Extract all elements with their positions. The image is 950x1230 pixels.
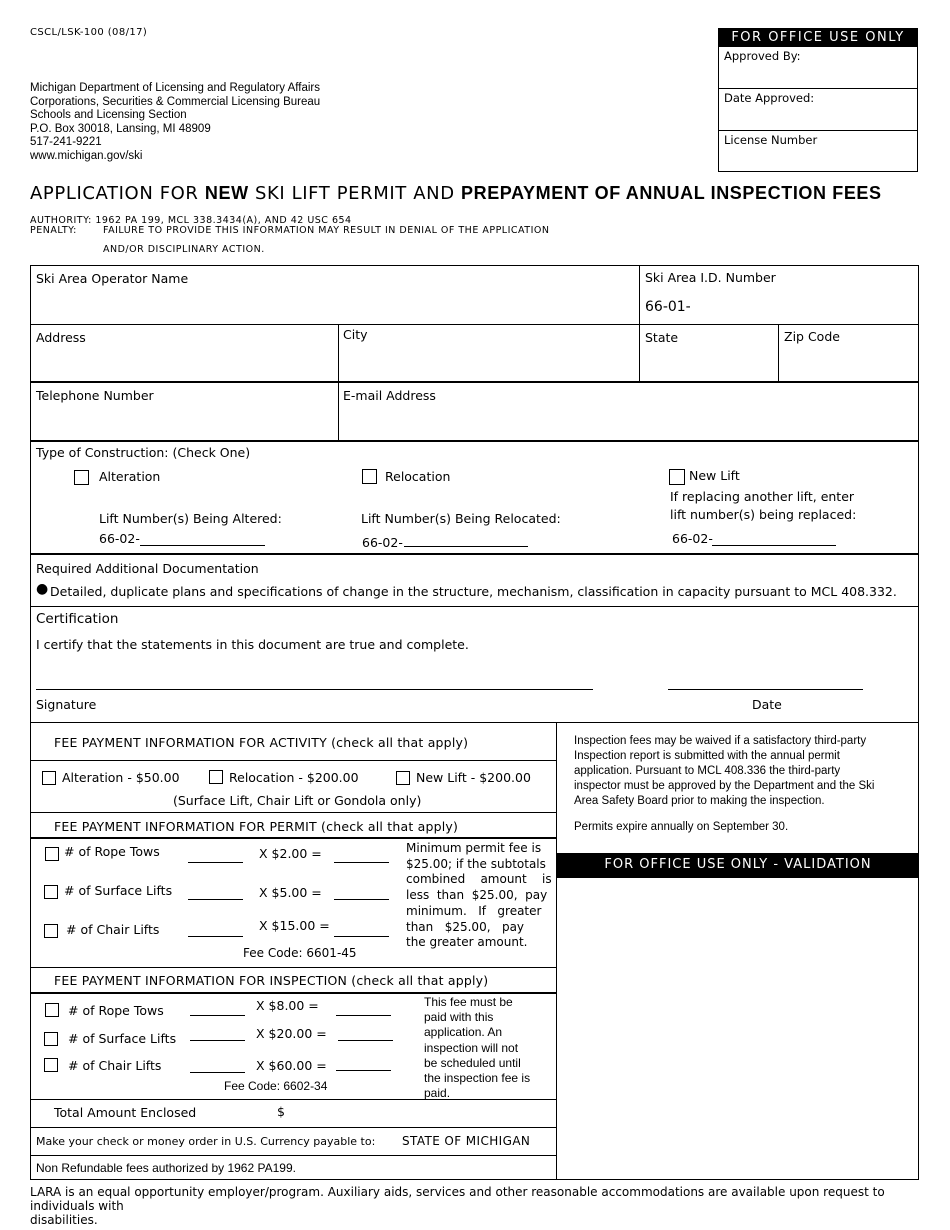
permit-rope-tows-subtotal[interactable] — [334, 862, 389, 863]
permit-surface-lifts-label: # of Surface Lifts — [64, 883, 173, 898]
new-lift-checkbox[interactable] — [669, 469, 685, 485]
permit-chair-lifts-rate: X $15.00 = — [259, 918, 330, 933]
inspection-chair-lifts-qty[interactable] — [190, 1072, 245, 1073]
agency-line: 517-241-9221 — [30, 136, 102, 148]
title-part: NEW — [204, 183, 249, 203]
inspection-chair-lifts-rate: X $60.00 = — [256, 1058, 327, 1073]
address-field[interactable]: Address — [36, 330, 86, 345]
certification-statement: I certify that the statements in this document are true and complete. — [36, 637, 469, 652]
license-number-field[interactable] — [719, 131, 917, 172]
altered-lift-label: Lift Number(s) Being Altered: — [99, 511, 282, 526]
note-line: combined amount is — [406, 872, 552, 887]
alteration-label: Alteration — [99, 469, 161, 484]
agency-line: Corporations, Securities & Commercial Licensing Bureau — [30, 95, 321, 108]
new-lift-note: If replacing another lift, enter — [670, 489, 855, 504]
inspection-fee-note — [424, 995, 552, 1101]
telephone-field[interactable]: Telephone Number — [36, 388, 154, 403]
total-label: Total Amount Enclosed — [54, 1105, 197, 1120]
new-lift-note: lift number(s) being replaced: — [670, 507, 857, 522]
certification-title: Certification — [36, 611, 119, 627]
authority-text: AUTHORITY: 1962 PA 199, MCL 338.3434(A), AND 42 USC 654 — [30, 215, 352, 226]
permit-rope-tows-checkbox[interactable] — [45, 847, 59, 861]
inspection-surface-lifts-checkbox[interactable] — [44, 1032, 58, 1046]
fee-relocation-checkbox[interactable] — [209, 770, 223, 784]
permit-fee-code: Fee Code: 6601-45 — [243, 946, 357, 960]
note-line: minimum. If greater — [406, 903, 542, 918]
inspection-rope-tows-subtotal[interactable] — [336, 1015, 391, 1016]
altered-prefix: 66-02- — [99, 531, 140, 546]
inspection-surface-lifts-label: # of Surface Lifts — [68, 1031, 177, 1046]
note-line: be scheduled until — [424, 1055, 521, 1070]
agency-line: Michigan Department of Licensing and Regulatory Affairs — [30, 82, 321, 94]
penalty-text: FAILURE TO PROVIDE THIS INFORMATION MAY RESULT IN DENIAL OF THE APPLICATION — [103, 225, 550, 236]
office-use-box — [718, 28, 918, 172]
note-line: application. Pursuant to MCL 408.336 the third-party — [574, 765, 841, 777]
permits-expire-note: Permits expire annually on September 30. — [574, 821, 789, 833]
signature-input[interactable] — [36, 689, 593, 690]
footer-line: LARA is an equal opportunity employer/program. Auxiliary aids, services and other reasonable accommodations are available upon request to individuals with — [30, 1185, 885, 1213]
ski-area-id-field[interactable]: 66-01- — [645, 299, 691, 315]
inspection-chair-lifts-subtotal[interactable] — [336, 1070, 391, 1071]
page-title — [30, 183, 882, 204]
note-line: inspection will not — [424, 1040, 519, 1055]
inspection-chair-lifts-checkbox[interactable] — [44, 1058, 58, 1072]
inspection-surface-lifts-qty[interactable] — [190, 1040, 245, 1041]
note-line: less than $25.00, pay — [406, 888, 548, 903]
inspection-rope-tows-checkbox[interactable] — [45, 1003, 59, 1017]
bullet-icon: ● — [36, 581, 49, 597]
title-part: SKI LIFT PERMIT AND — [248, 183, 461, 204]
replaced-prefix: 66-02- — [672, 531, 713, 546]
footer-note — [30, 1185, 920, 1227]
inspection-rope-tows-rate: X $8.00 = — [256, 998, 319, 1013]
fee-alteration-label: Alteration - $50.00 — [62, 770, 180, 785]
date-approved-label: Date Approved: — [724, 91, 815, 105]
validation-header: FOR OFFICE USE ONLY - VALIDATION — [557, 853, 919, 878]
note-line: Minimum permit fee is — [406, 841, 542, 855]
altered-lift-input[interactable] — [140, 545, 265, 546]
fee-relocation-label: Relocation - $200.00 — [229, 770, 359, 785]
city-field[interactable]: City — [343, 327, 368, 342]
relocation-checkbox[interactable] — [362, 469, 377, 484]
operator-name-field[interactable]: Ski Area Operator Name — [36, 271, 189, 286]
note-line: Area Safety Board prior to making the inspection. — [574, 795, 825, 807]
relocated-lift-label: Lift Number(s) Being Relocated: — [361, 511, 561, 526]
fee-activity-title: FEE PAYMENT INFORMATION FOR ACTIVITY (check all that apply) — [54, 735, 469, 750]
documentation-title: Required Additional Documentation — [36, 561, 259, 576]
footer-line: disabilities. — [30, 1213, 98, 1227]
title-part: APPLICATION FOR — [30, 183, 205, 204]
note-line: Inspection fees may be waived if a satisfactory third-party — [574, 735, 867, 747]
inspection-fee-code: Fee Code: 6602-34 — [224, 1079, 328, 1093]
office-use-header: FOR OFFICE USE ONLY — [719, 29, 917, 47]
agency-line: Schools and Licensing Section — [30, 109, 187, 121]
inspection-surface-lifts-subtotal[interactable] — [338, 1040, 393, 1041]
agency-line: www.michigan.gov/ski — [30, 149, 143, 162]
title-part: PREPAYMENT OF ANNUAL INSPECTION FEES — [460, 183, 882, 203]
fee-inspection-title: FEE PAYMENT INFORMATION FOR INSPECTION (check all that apply) — [54, 973, 489, 988]
inspection-rope-tows-qty[interactable] — [190, 1015, 245, 1016]
approved-by-field[interactable] — [719, 47, 917, 89]
non-refundable-note: Non Refundable fees authorized by 1962 PA199. — [36, 1161, 296, 1175]
documentation-text: Detailed, duplicate plans and specifications of change in the structure, mechanism, classification in capacity pursuant to MCL 408.332. — [50, 584, 897, 599]
permit-chair-lifts-qty[interactable] — [188, 936, 243, 937]
permit-chair-lifts-subtotal[interactable] — [334, 936, 389, 937]
fee-activity-note: (Surface Lift, Chair Lift or Gondola only) — [173, 793, 422, 808]
email-field[interactable]: E-mail Address — [343, 388, 436, 403]
alteration-checkbox[interactable] — [74, 470, 89, 485]
construction-title: Type of Construction: (Check One) — [36, 445, 251, 460]
agency-line: P.O. Box 30018, Lansing, MI 48909 — [30, 122, 211, 135]
date-approved-field[interactable] — [719, 89, 917, 131]
validation-area — [557, 878, 918, 1179]
permit-rope-tows-qty[interactable] — [188, 862, 243, 863]
permit-chair-lifts-checkbox[interactable] — [44, 924, 58, 938]
note-line: paid. — [424, 1086, 451, 1101]
form-id: CSCL/LSK-100 (08/17) — [30, 27, 148, 38]
permit-rope-tows-rate: X $2.00 = — [259, 846, 322, 861]
state-field[interactable]: State — [645, 330, 679, 345]
ski-area-id-label: Ski Area I.D. Number — [645, 270, 776, 285]
total-amount-field[interactable]: $ — [277, 1104, 285, 1119]
permit-rope-tows-label: # of Rope Tows — [64, 844, 160, 859]
note-line: $25.00; if the subtotals — [406, 856, 546, 871]
note-line: the greater amount. — [406, 935, 528, 950]
note-line: This fee must be — [424, 995, 513, 1009]
signature-label: Signature — [36, 697, 97, 712]
note-line: Inspection report is submitted with the annual permit — [574, 750, 840, 762]
inspection-rope-tows-label: # of Rope Tows — [68, 1003, 164, 1018]
relocated-prefix: 66-02- — [362, 535, 403, 550]
note-line: than $25.00, pay — [406, 919, 525, 934]
permit-surface-lifts-checkbox[interactable] — [44, 885, 58, 899]
note-line: application. An — [424, 1025, 503, 1040]
permit-minimum-note — [406, 841, 552, 951]
fee-permit-title: FEE PAYMENT INFORMATION FOR PERMIT (check all that apply) — [54, 819, 459, 834]
inspection-surface-lifts-rate: X $20.00 = — [256, 1026, 327, 1041]
note-line: the inspection fee is — [424, 1071, 531, 1086]
waiver-note — [574, 734, 874, 809]
date-input[interactable] — [668, 689, 863, 690]
inspection-chair-lifts-label: # of Chair Lifts — [68, 1058, 162, 1073]
permit-surface-lifts-rate: X $5.00 = — [259, 885, 322, 900]
permit-surface-lifts-subtotal[interactable] — [334, 899, 389, 900]
agency-address — [30, 82, 320, 163]
permit-surface-lifts-qty[interactable] — [188, 899, 243, 900]
fee-alteration-checkbox[interactable] — [42, 771, 56, 785]
relocation-label: Relocation — [385, 469, 451, 484]
payable-to: STATE OF MICHIGAN — [402, 1134, 531, 1148]
replaced-lift-input[interactable] — [712, 545, 836, 546]
new-lift-label: New Lift — [689, 468, 740, 483]
permit-chair-lifts-label: # of Chair Lifts — [66, 922, 160, 937]
approved-by-label: Approved By: — [724, 49, 801, 63]
zip-field[interactable]: Zip Code — [784, 329, 840, 344]
note-line: inspector must be approved by the Department and the Ski — [574, 780, 875, 792]
payable-label: Make your check or money order in U.S. Currency payable to: — [36, 1135, 376, 1148]
penalty-label: PENALTY: — [30, 225, 77, 236]
fee-new-lift-checkbox[interactable] — [396, 771, 410, 785]
penalty-text: AND/OR DISCIPLINARY ACTION. — [103, 244, 265, 255]
note-line: paid with this — [424, 1010, 494, 1025]
relocated-lift-input[interactable] — [404, 546, 528, 547]
license-number-label: License Number — [724, 133, 818, 147]
date-label: Date — [752, 697, 782, 712]
fee-new-lift-label: New Lift - $200.00 — [416, 770, 531, 785]
